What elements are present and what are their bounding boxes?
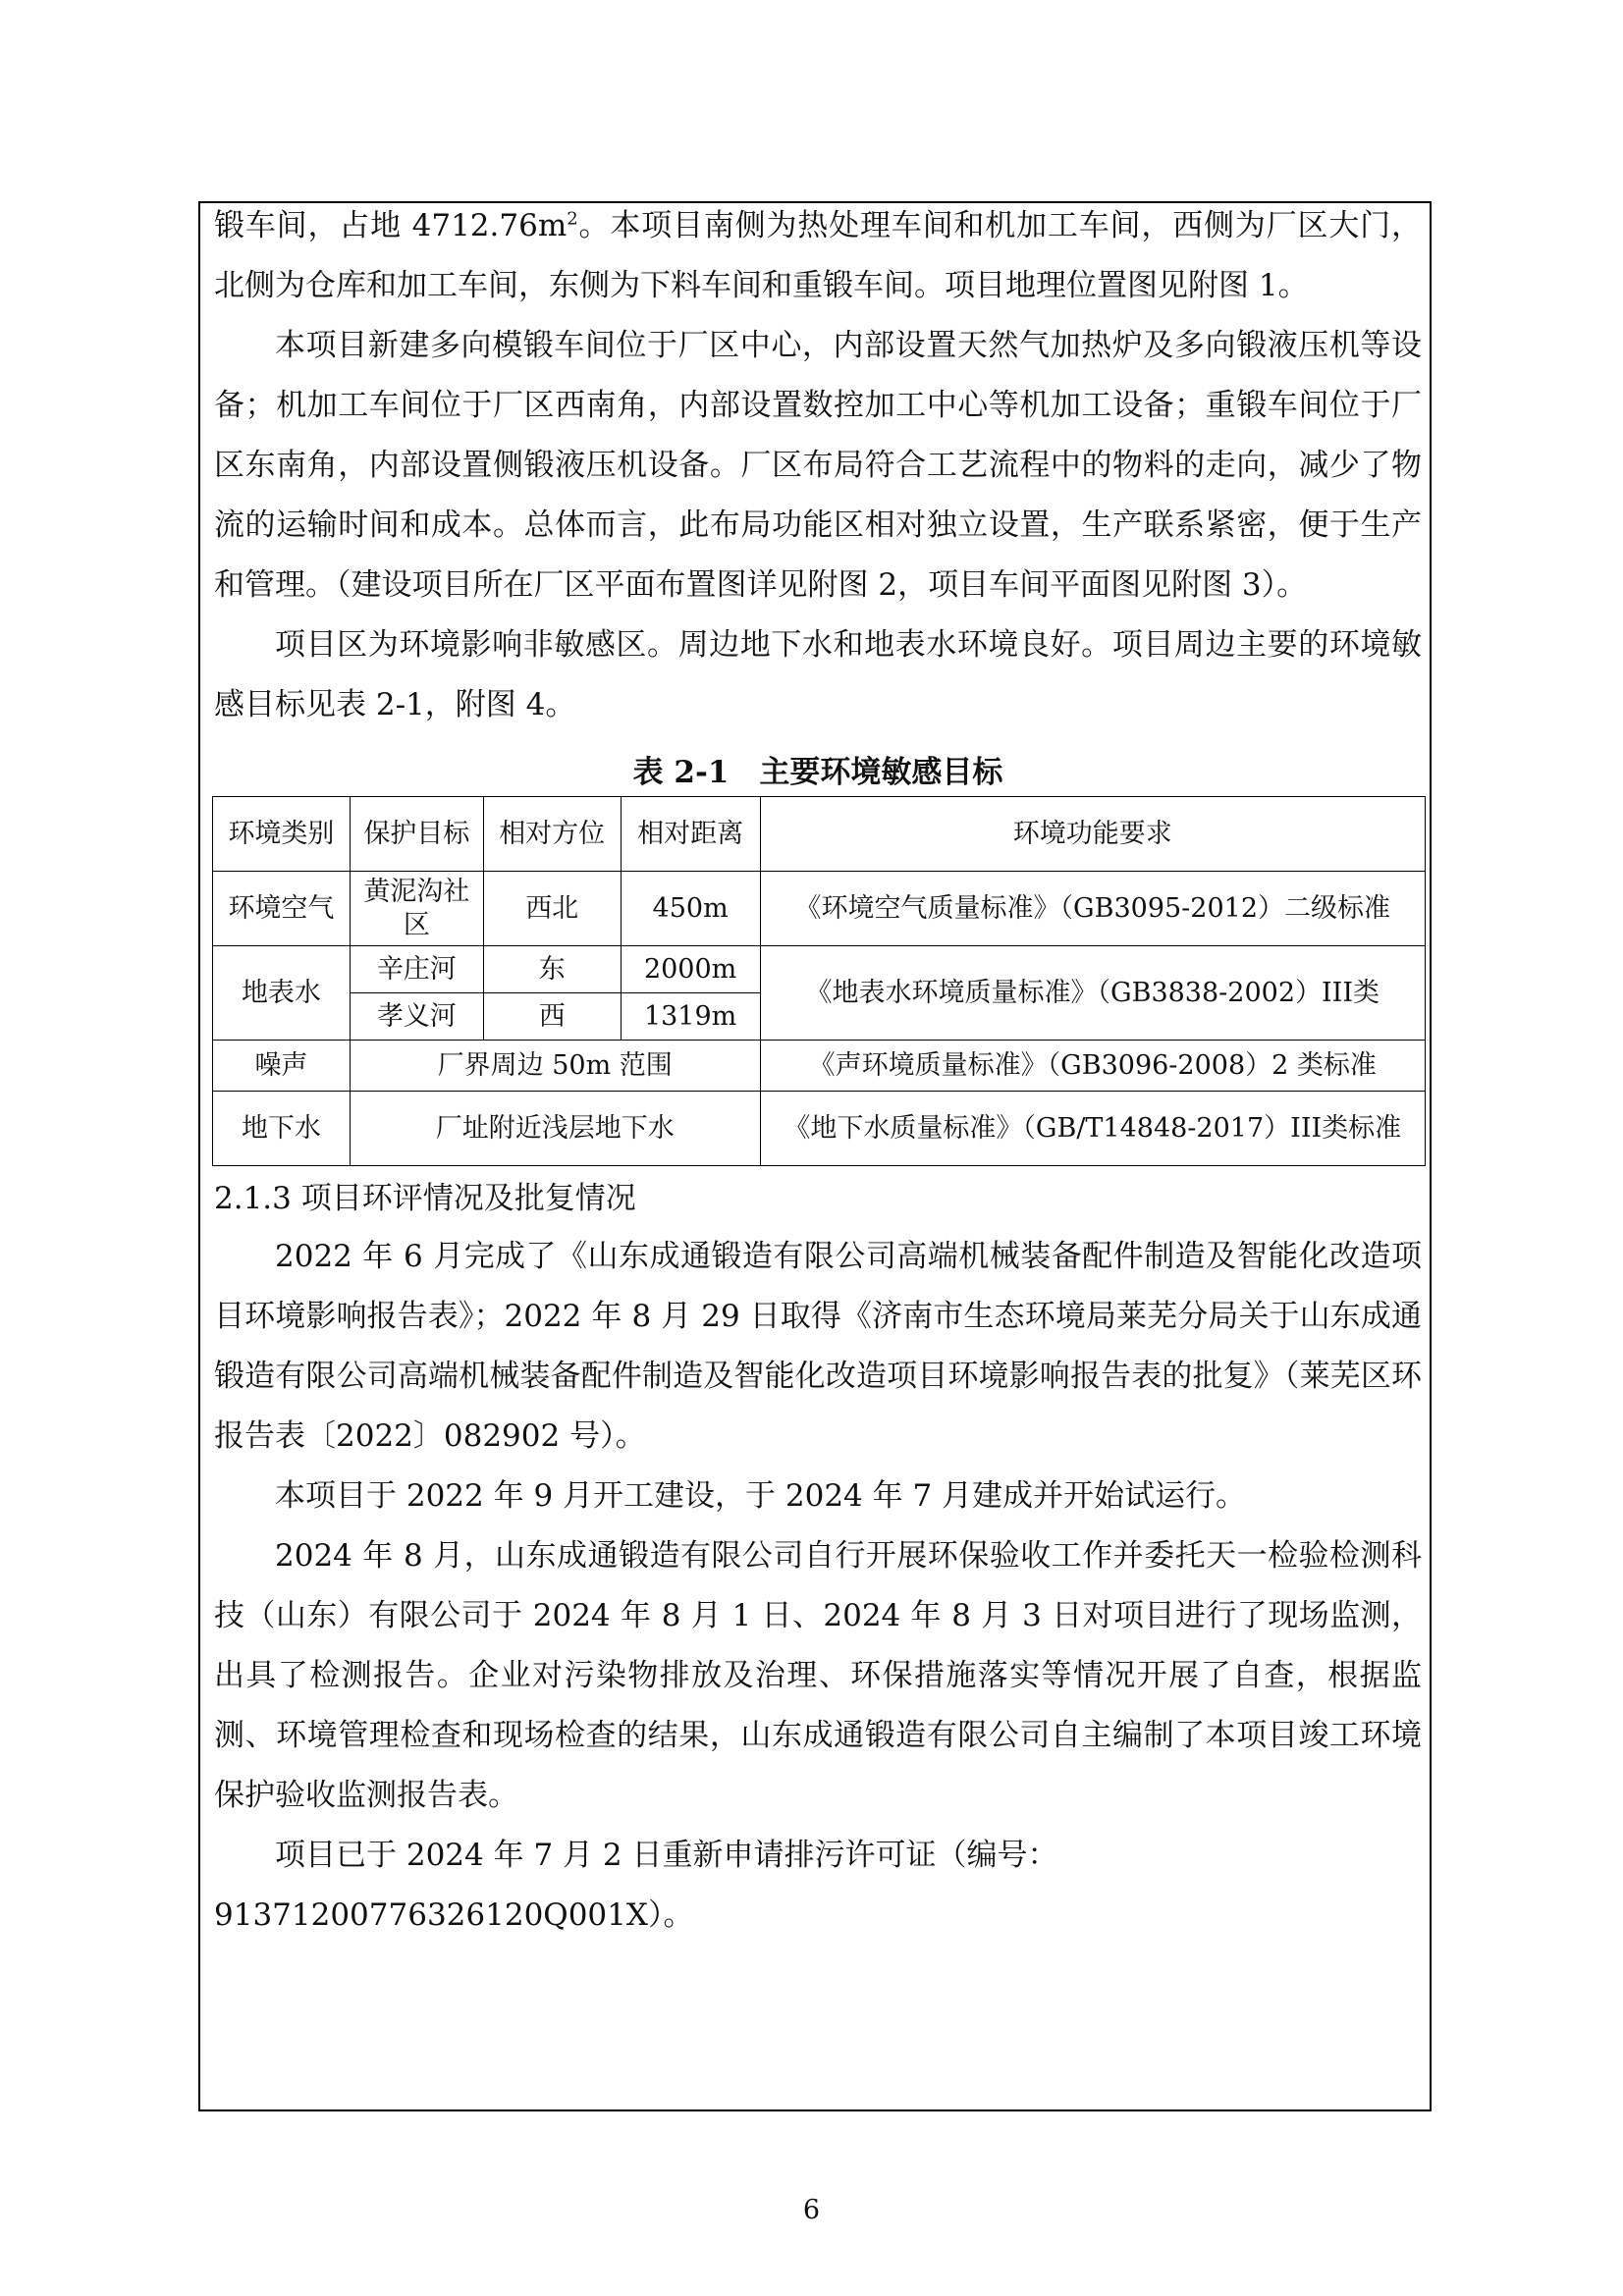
surface-water-target-2: 孝义河	[350, 993, 483, 1041]
page-number: 6	[802, 2195, 821, 2225]
table-title: 表 2-1 主要环境敏感目标	[632, 755, 1003, 790]
table-header-row	[213, 797, 1426, 872]
surface-water-direction-1: 东	[483, 946, 621, 993]
table-row-groundwater	[213, 1092, 1426, 1166]
intro-text-a: 锻车间，占地 4712.76m	[214, 208, 568, 243]
intro-paragraph	[214, 196, 1422, 316]
noise-category: 噪声	[213, 1041, 351, 1092]
surface-water-requirement: 《地表水环境质量标准》（GB3838-2002）III类	[760, 946, 1425, 1041]
layout-paragraph: 本项目新建多向模锻车间位于厂区中心，内部设置天然气加热炉及多向锻液压机等设备；机加工车间位于厂区西南角，内部设置数控加工中心等机加工设备；重锻车间位于厂区东南角，内部设置侧锻液压机设备。厂区布局符合工艺流程中的物料的走向，减少了物流的运输时间和成本。总体而言，此布局功能区相对独立设置，生产联系紧密，便于生产和管理。（建设项目所在厂区平面布置图详见附图 2，项目车间平面图见附图 3）。	[214, 328, 1422, 603]
sensitivity-paragraph: 项目区为环境影响非敏感区。周边地下水和地表水环境良好。项目周边主要的环境敏感目标见表 2-1，附图 4。	[214, 627, 1422, 722]
noise-requirement: 《声环境质量标准》（GB3096-2008）2 类标准	[760, 1041, 1425, 1092]
header-requirement: 环境功能要求	[760, 797, 1425, 872]
surface-water-distance-1: 2000m	[621, 946, 760, 993]
surface-water-target-1: 辛庄河	[350, 946, 483, 993]
groundwater-requirement: 《地下水质量标准》（GB/T14848-2017）III类标准	[760, 1092, 1425, 1166]
air-target: 黄泥沟社区	[350, 872, 483, 946]
surface-water-distance-2: 1319m	[621, 993, 760, 1041]
construction-paragraph: 本项目于 2022 年 9 月开工建设，于 2024 年 7 月建成并开始试运行。	[275, 1478, 1247, 1514]
header-target: 保护目标	[350, 797, 483, 872]
eia-paragraph: 2022 年 6 月完成了《山东成通锻造有限公司高端机械装备配件制造及智能化改造项目环境影响报告表》；2022 年 8 月 29 日取得《济南市生态环境局莱芜分局关于山东成通锻造有限公司高端机械装备配件制造及智能化改造项目环境影响报告表的批复》（莱芜区环报告表〔2022〕082902 号）。	[214, 1239, 1422, 1454]
table-row-air	[213, 872, 1426, 946]
permit-line-1: 项目已于 2024 年 7 月 2 日重新申请排污许可证（编号：	[275, 1838, 1058, 1873]
acceptance-paragraph: 2024 年 8 月，山东成通锻造有限公司自行开展环保验收工作并委托天一检验检测科技（山东）有限公司于 2024 年 8 月 1 日、2024 年 8 月 3 日对项目进行了现场监测，出具了检测报告。企业对污染物排放及治理、环保措施落实等情况开展了自查，根据监测、环境管理检查和现场检查的结果，山东成通锻造有限公司自主编制了本项目竣工环境保护验收监测报告表。	[214, 1538, 1422, 1813]
sensitive-targets-table	[212, 796, 1426, 1166]
permit-line-2: 91371200776326120Q001X）。	[214, 1897, 694, 1933]
air-category: 环境空气	[213, 872, 351, 946]
surface-water-direction-2: 西	[483, 993, 621, 1041]
air-direction: 西北	[483, 872, 621, 946]
page-content	[214, 196, 1422, 1946]
groundwater-category: 地下水	[213, 1092, 351, 1166]
air-distance: 450m	[621, 872, 760, 946]
header-direction: 相对方位	[483, 797, 621, 872]
section-heading: 2.1.3 项目环评情况及批复情况	[214, 1181, 636, 1216]
air-requirement: 《环境空气质量标准》（GB3095-2012）二级标准	[760, 872, 1425, 946]
table-row-noise	[213, 1041, 1426, 1092]
header-distance: 相对距离	[621, 797, 760, 872]
area-superscript: 2	[567, 208, 578, 230]
table-row-surface-water-1	[213, 946, 1426, 993]
groundwater-target: 厂址附近浅层地下水	[350, 1092, 760, 1166]
noise-target: 厂界周边 50m 范围	[350, 1041, 760, 1092]
header-category: 环境类别	[213, 797, 351, 872]
surface-water-category: 地表水	[213, 946, 351, 1041]
intro-text-b: 。本项目南侧为热处理车间和机加工车间，西侧为厂区大门，北侧为仓库和加工车间，东侧为下料车间和重锻车间。项目地理位置图见附图 1。	[214, 208, 1422, 303]
